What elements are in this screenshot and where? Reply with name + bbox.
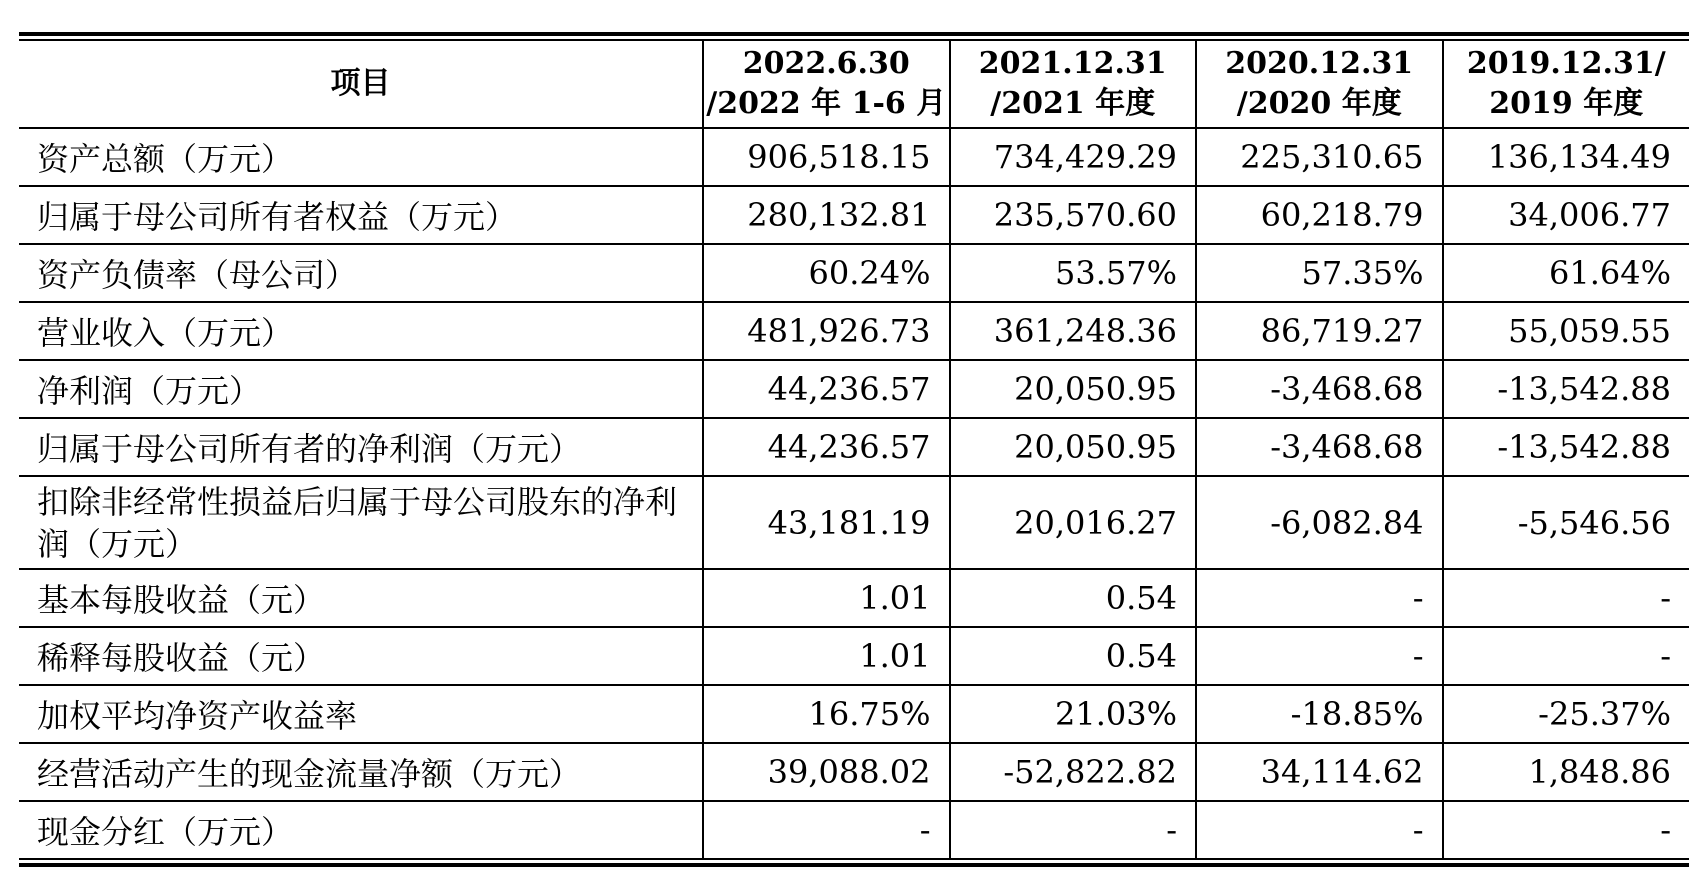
cell-value: 43,181.19	[703, 476, 950, 569]
row-label: 营业收入（万元）	[19, 302, 703, 360]
table-row	[19, 360, 1689, 418]
cell-value: 906,518.15	[703, 128, 950, 186]
header-date: 2020.12.31	[1225, 46, 1414, 81]
cell-value: 235,570.60	[950, 186, 1197, 244]
row-label: 归属于母公司所有者的净利润（万元）	[19, 418, 703, 476]
cell-value: 361,248.36	[950, 302, 1197, 360]
financial-summary-table	[19, 41, 1689, 858]
cell-value: -	[1443, 801, 1690, 858]
bottom-rule	[19, 863, 1689, 867]
cell-value: -	[950, 801, 1197, 858]
header-period: /2021 年度	[990, 86, 1156, 121]
row-label: 净利润（万元）	[19, 360, 703, 418]
cell-value: 55,059.55	[1443, 302, 1690, 360]
header-date: 2022.6.30	[742, 46, 910, 81]
cell-value: 60.24%	[703, 244, 950, 302]
header-date: 2021.12.31	[978, 46, 1167, 81]
cell-value: 136,134.49	[1443, 128, 1690, 186]
header-period: /2022 年 1-6 月	[706, 86, 947, 121]
cell-value: -6,082.84	[1196, 476, 1443, 569]
cell-value: -25.37%	[1443, 685, 1690, 743]
table-row	[19, 244, 1689, 302]
header-period-2020	[1196, 41, 1443, 128]
cell-value: 44,236.57	[703, 360, 950, 418]
cell-value: 225,310.65	[1196, 128, 1443, 186]
cell-value: 53.57%	[950, 244, 1197, 302]
cell-value: 60,218.79	[1196, 186, 1443, 244]
financial-table-container	[19, 32, 1689, 867]
table-row	[19, 685, 1689, 743]
header-date: 2019.12.31/	[1466, 46, 1666, 81]
table-row	[19, 302, 1689, 360]
row-label: 扣除非经常性损益后归属于母公司股东的净利润（万元）	[19, 476, 703, 569]
cell-value: -	[1196, 569, 1443, 627]
cell-value: -13,542.88	[1443, 418, 1690, 476]
cell-value: 0.54	[950, 627, 1197, 685]
cell-value: 1,848.86	[1443, 743, 1690, 801]
cell-value: 20,016.27	[950, 476, 1197, 569]
table-row	[19, 627, 1689, 685]
cell-value: 44,236.57	[703, 418, 950, 476]
header-period: 2019 年度	[1489, 86, 1644, 121]
cell-value: 16.75%	[703, 685, 950, 743]
table-row	[19, 418, 1689, 476]
row-label: 归属于母公司所有者权益（万元）	[19, 186, 703, 244]
cell-value: 57.35%	[1196, 244, 1443, 302]
cell-value: 21.03%	[950, 685, 1197, 743]
row-label: 经营活动产生的现金流量净额（万元）	[19, 743, 703, 801]
cell-value: 0.54	[950, 569, 1197, 627]
cell-value: 34,114.62	[1196, 743, 1443, 801]
cell-value: 86,719.27	[1196, 302, 1443, 360]
cell-value: 481,926.73	[703, 302, 950, 360]
table-row	[19, 569, 1689, 627]
cell-value: -	[1196, 801, 1443, 858]
cell-value: -3,468.68	[1196, 418, 1443, 476]
cell-value: -	[1196, 627, 1443, 685]
header-row	[19, 41, 1689, 128]
table-row	[19, 801, 1689, 858]
cell-value: -3,468.68	[1196, 360, 1443, 418]
table-row	[19, 476, 1689, 569]
cell-value: -5,546.56	[1443, 476, 1690, 569]
cell-value: 1.01	[703, 627, 950, 685]
header-item-label: 项目	[330, 66, 391, 101]
row-label: 资产总额（万元）	[19, 128, 703, 186]
table-row	[19, 128, 1689, 186]
row-label: 稀释每股收益（元）	[19, 627, 703, 685]
cell-value: 20,050.95	[950, 418, 1197, 476]
table-row	[19, 186, 1689, 244]
cell-value: 61.64%	[1443, 244, 1690, 302]
header-period: /2020 年度	[1236, 86, 1402, 121]
cell-value: 280,132.81	[703, 186, 950, 244]
cell-value: -	[703, 801, 950, 858]
header-item	[19, 41, 703, 128]
header-period-2021	[950, 41, 1197, 128]
table-row	[19, 743, 1689, 801]
cell-value: 20,050.95	[950, 360, 1197, 418]
cell-value: 39,088.02	[703, 743, 950, 801]
cell-value: -52,822.82	[950, 743, 1197, 801]
cell-value: 1.01	[703, 569, 950, 627]
header-period-2019	[1443, 41, 1690, 128]
row-label: 基本每股收益（元）	[19, 569, 703, 627]
cell-value: -	[1443, 627, 1690, 685]
cell-value: -18.85%	[1196, 685, 1443, 743]
row-label: 加权平均净资产收益率	[19, 685, 703, 743]
cell-value: -13,542.88	[1443, 360, 1690, 418]
cell-value: 734,429.29	[950, 128, 1197, 186]
header-period-2022h1	[703, 41, 950, 128]
cell-value: -	[1443, 569, 1690, 627]
cell-value: 34,006.77	[1443, 186, 1690, 244]
row-label: 资产负债率（母公司）	[19, 244, 703, 302]
row-label: 现金分红（万元）	[19, 801, 703, 858]
